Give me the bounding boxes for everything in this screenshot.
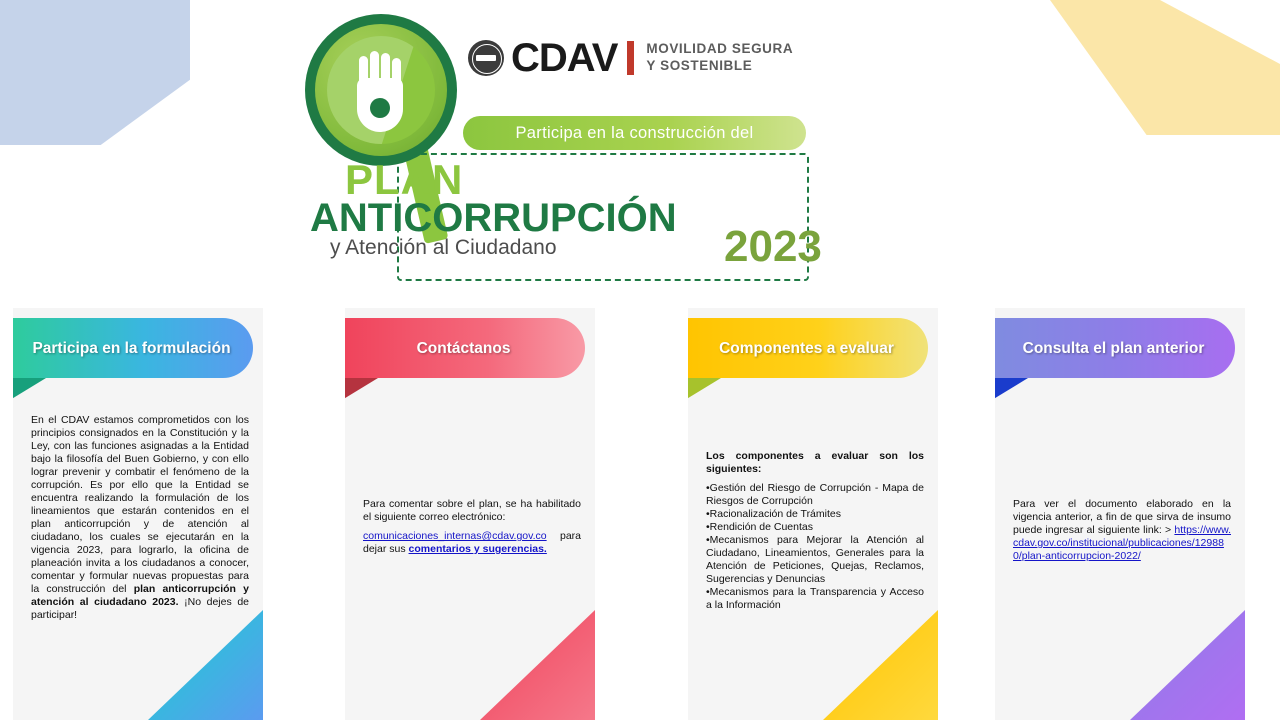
card2-after-email: para dejar sus — [363, 530, 581, 555]
title-anticorrupcion: ANTICORRUPCIÓN — [310, 196, 677, 240]
ribbon-text: Participa en la construcción del — [515, 123, 754, 142]
card-corner-accent — [148, 610, 263, 720]
brand-name: CDAV — [511, 36, 618, 80]
card-corner-accent — [823, 610, 938, 720]
card3-intro: Los componentes a evaluar son los siguientes: — [706, 450, 924, 475]
decorative-corner-top-left — [0, 0, 190, 145]
list-item: •Rendición de Cuentas — [706, 521, 813, 533]
card1-paragraph-2-bold: plan anticorrupción y atención al ciudadano 2023. — [31, 583, 249, 608]
card-title-banner: Consulta el plan anterior — [995, 318, 1235, 378]
brand-divider — [627, 41, 634, 75]
list-item: •Mecanismos para la Transparencia y Acceso a la Información — [706, 586, 924, 611]
card2-intro: Para comentar sobre el plan, se ha habilitado el siguiente correo electrónico: — [363, 498, 581, 523]
title-plan: PLAN — [345, 156, 464, 203]
brand-tagline-line2: Y SOSTENIBLE — [646, 58, 753, 73]
banner-fold — [13, 378, 46, 400]
card-title-banner: Contáctanos — [345, 318, 585, 378]
list-item: •Gestión del Riesgo de Corrupción - Mapa de Riesgos de Corrupción — [706, 482, 924, 507]
banner-fold — [688, 378, 721, 400]
banner-fold — [995, 378, 1028, 400]
title-year: 2023 — [724, 222, 822, 271]
brand-tagline — [646, 41, 793, 75]
banner-fold — [345, 378, 378, 400]
card-componentes-evaluar — [688, 308, 938, 720]
card4-intro: Para ver el documento elaborado en la vigencia anterior, a fin de que sirva de insumo puede ingresar al siguiente link: > — [1013, 498, 1231, 536]
card-participa-formulacion — [13, 308, 263, 720]
card-corner-accent — [1130, 610, 1245, 720]
card1-paragraph-1: En el CDAV estamos comprometidos con los principios consignados en la Constitución y la Ley, con las funciones asignadas a la Entidad bajo la filosofía del Buen Gobierno, y con ello lograr prevenir y combatir el fenómeno de la corrupción. — [31, 414, 249, 491]
brand-logo — [468, 38, 793, 78]
card-corner-accent — [480, 610, 595, 720]
list-item: •Mecanismos para Mejorar la Atención al Ciudadano, Lineamientos, Generales para la Atención de Peticiones, Quejas, Reclamos, Sugerencias y Denuncias — [706, 534, 924, 585]
card-title-banner: Participa en la formulación — [13, 318, 253, 378]
card-consulta-plan-anterior — [995, 308, 1245, 720]
magnifier-hand-icon — [305, 14, 465, 174]
card-contactanos — [345, 308, 595, 720]
card-body — [1013, 498, 1231, 563]
title-subtitle: y Atención al Ciudadano — [330, 236, 557, 259]
ribbon-banner — [463, 116, 806, 150]
brand-tagline-line1: MOVILIDAD SEGURA — [646, 41, 794, 57]
card1-paragraph-2b: ¡No dejes de participar! — [31, 596, 250, 621]
card-title-banner: Componentes a evaluar — [688, 318, 928, 378]
componentes-list — [706, 482, 924, 612]
list-item: •Racionalización de Trámites — [706, 508, 841, 520]
previous-plan-link[interactable]: https://www.cdav.gov.co/institucional/publicaciones/129880/plan-anticorrupcion-2022/ — [1013, 524, 1231, 562]
contact-email-link[interactable]: comunicaciones_internas@cdav.gov.co — [363, 530, 547, 542]
card1-paragraph-2a: Es por ello que la Entidad se encuentra realizando la formulación de los lineamientos que estarán contenidos en el plan anticorrupción y de atención al ciudadano, los cuales se ejecutarán en la vigencia 2023, para lograrlo, la oficina de planeación invita a los ciudadanos a conocer, comentar y formular nuevas propuestas para la construcción del — [31, 479, 249, 595]
card-body — [31, 414, 249, 622]
institutional-seal-icon — [468, 40, 504, 76]
card-body — [706, 450, 924, 612]
card-body — [363, 498, 581, 556]
comments-suggestions-link[interactable]: comentarios y sugerencias. — [408, 543, 547, 555]
